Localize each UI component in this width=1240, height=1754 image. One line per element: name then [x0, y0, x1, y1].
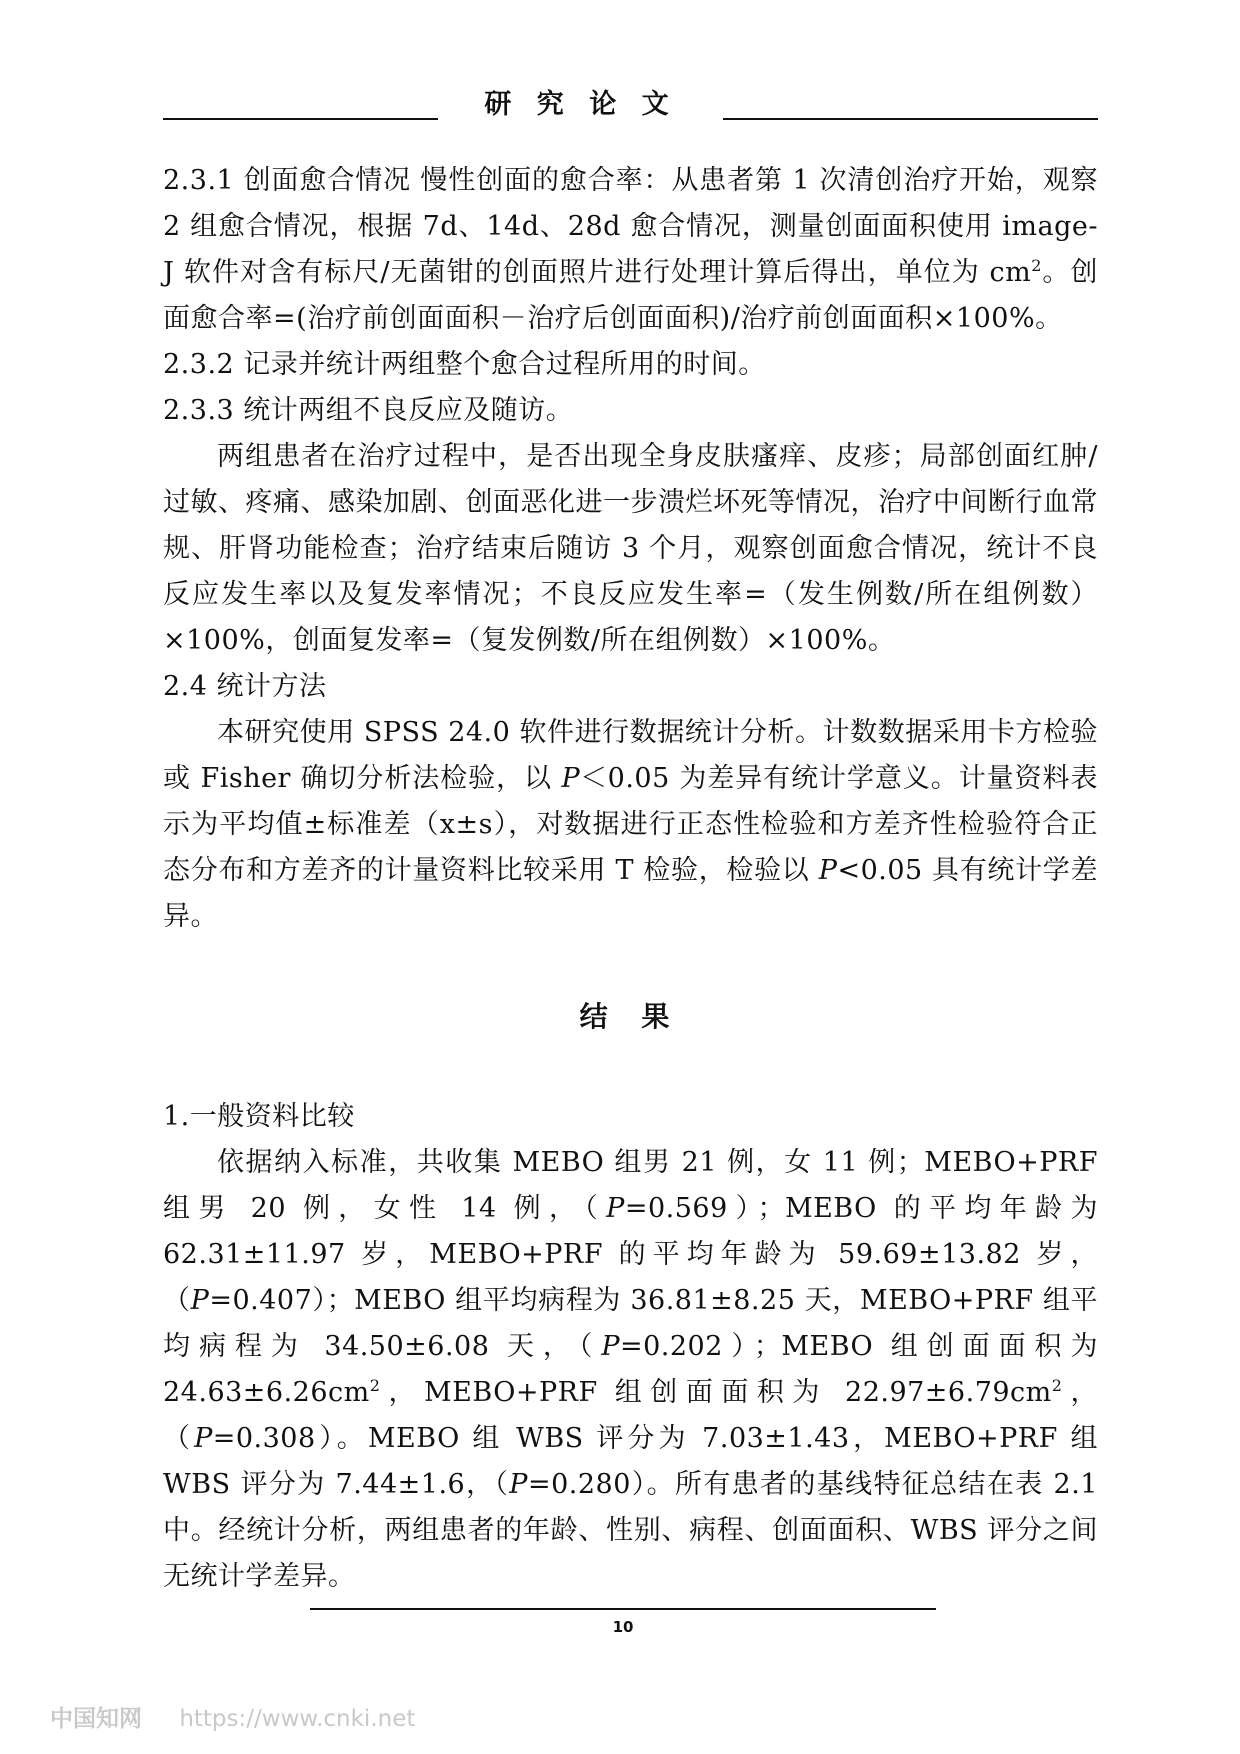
watermark-url: https://www.cnki.net [179, 1706, 416, 1732]
superscript-2: 2 [1051, 1376, 1063, 1395]
p-symbol: P [509, 1469, 528, 1500]
r2: =0.569）；MEBO 的平均年龄为 62.31±11.97 岁，MEBO+PRF 的平均年龄为 59.69±13.82 岁，（ [163, 1193, 1098, 1316]
header-rule-left [163, 118, 438, 120]
cnki-watermark [50, 1700, 415, 1733]
stat-p-symbol-2: P [818, 855, 838, 886]
watermark-brand: 中国知网 [50, 1706, 142, 1732]
stat-text-b: ＜0.05 为差异有统计学意义。计量资料表示为平均值±标准差（x±s），对数据进行正态性检验和方差齐性检验符合正态分布和方差齐的计量资料比较采用 T 检验，检验以 [163, 763, 1099, 886]
s231-sup: 2 [1031, 256, 1042, 275]
s231-title: 2.3.1 创面愈合情况 慢性创面的愈合率： [163, 165, 672, 196]
r1: 依据纳入标准，共收集 MEBO 组男 21 例，女 11 例；MEBO+PRF 组男 20 例，女性 14 例，（ [163, 1147, 1098, 1224]
p-symbol: P [601, 1331, 620, 1362]
p-symbol: P [190, 1285, 210, 1316]
p-symbol: P [606, 1193, 625, 1224]
section-2-3-2: 2.3.2 记录并统计两组整个愈合过程所用的时间。 [163, 349, 766, 380]
r5: ，MEBO+PRF 组创面面积为 22.97±6.79cm [380, 1377, 1052, 1408]
section-2-3-1 [163, 158, 1098, 342]
s231-text-b: 。创面愈合率=(治疗前创面面积－治疗后创面面积)/治疗前创面面积×100%。 [163, 257, 1098, 334]
r8: =0.280）。所有患者的基线特征总结在表 2.1 中。经统计分析，两组患者的年龄、性别、病程、创面面积、WBS 评分之间无统计学差异。 [163, 1469, 1098, 1592]
header-title: 研 究 论 文 [484, 89, 677, 120]
s231-text-a: 从患者第 1 次清创治疗开始，观察 2 组愈合情况，根据 7d、14d、28d 愈合情况，测量创面面积使用 image-J 软件对含有标尺/无菌钳的创面照片进行处理计算后得出，单位为 cm [163, 165, 1098, 288]
results-1-title: 1.一般资料比较 [163, 1101, 355, 1132]
page-footer [310, 1608, 936, 1636]
header-rule-right [723, 118, 1098, 120]
section-2-4-title: 2.4 统计方法 [163, 671, 327, 702]
stat-text-c: <0.05 具有统计学差异。 [163, 855, 1098, 932]
r6: ，（ [163, 1377, 1098, 1454]
r7: =0.308）。MEBO 组 WBS 评分为 7.03±1.43，MEBO+PRF 组 WBS 评分为 7.44±1.6，（ [163, 1423, 1099, 1500]
r4: =0.202）；MEBO 组创面面积为 24.63±6.26cm [163, 1331, 1098, 1408]
results-heading: 结 果 [579, 1000, 682, 1033]
section-2-3-3: 2.3.3 统计两组不良反应及随访。 [163, 395, 574, 426]
r3: =0.407）；MEBO 组平均病程为 36.81±8.25 天，MEBO+PRF 组平均病程为 34.50±6.08 天，（ [163, 1285, 1099, 1362]
results-1-paragraph [163, 1140, 1098, 1600]
statistics-paragraph [163, 710, 1098, 940]
footer-rule [310, 1608, 936, 1610]
page-header [163, 82, 1098, 122]
page-body [163, 158, 1098, 1600]
adverse-reaction-paragraph: 两组患者在治疗过程中，是否出现全身皮肤瘙痒、皮疹；局部创面红肿/过敏、疼痛、感染加剧、创面恶化进一步溃烂坏死等情况，治疗中间断行血常规、肝肾功能检查；治疗结束后随访 3 个月，观察创面愈合情况，统计不良反应发生率以及复发率情况；不良反应发生率=（发生例数/所在组例数）×100%，创面复发率=（复发例数/所在组例数）×100%。 [163, 441, 1098, 656]
page-number: 10 [612, 1618, 634, 1636]
stat-text-a: 本研究使用 SPSS 24.0 软件进行数据统计分析。计数数据采用卡方检验或 Fisher 确切分析法检验，以 [163, 717, 1098, 794]
stat-p-symbol-1: P [561, 763, 581, 794]
superscript-2: 2 [369, 1376, 381, 1395]
p-symbol: P [194, 1423, 213, 1454]
